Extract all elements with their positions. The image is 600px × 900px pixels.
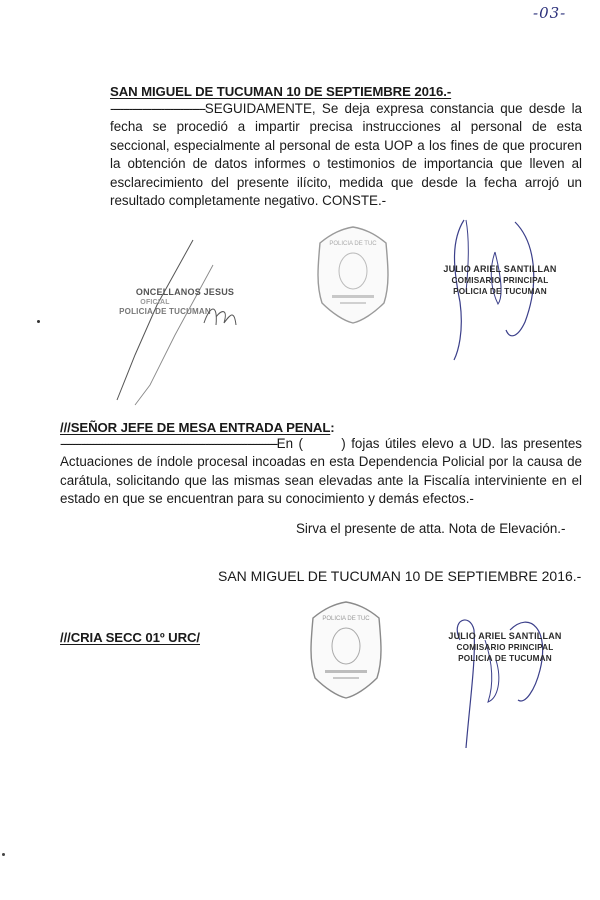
section2-heading-text: ///SEÑOR JEFE DE MESA ENTRADA PENAL <box>60 420 331 435</box>
police-seal-icon-2 <box>305 600 387 700</box>
section2-dashes: ------------------------------------------------------------------------ <box>60 436 277 451</box>
section3-date-line: SAN MIGUEL DE TUCUMAN 10 DE SEPTIEMBRE 2016.- <box>218 568 582 584</box>
section2-heading <box>60 420 335 435</box>
section2-closing: Sirva el presente de atta. Nota de Elevación.- <box>296 521 566 536</box>
section1-dashes: ------------------------------ <box>110 101 205 116</box>
signature-scribble-left <box>95 235 205 405</box>
right-stamp-name: JULIO ARIEL SANTILLAN <box>443 264 557 274</box>
right-stamp-2-rank: COMISARIO PRINCIPAL <box>456 643 554 652</box>
section1-lead: SEGUIDAMENTE, <box>204 101 316 116</box>
left-stamp-name: ONCELLANOS JESUS <box>135 287 235 297</box>
section2-heading-colon: : <box>330 420 335 435</box>
police-seal-icon <box>312 225 394 325</box>
section1-body: Se deja expresa constancia que desde la fecha se procedió a impartir precisa instrucciones al personal de esta seccional, especialmente al personal de esta UOP a los fines de que procuren la obtención de datos informes o testimonios de importancia que lleven al esclarecimiento del presente ilícito, medida que desde la fecha arrojó un resultado completamente negativo. CONSTE.- <box>110 101 582 209</box>
section1-paragraph <box>110 100 582 210</box>
section2-body: En ( ) fojas útiles elevo a UD. las presentes Actuaciones de índole procesal incoadas en esta Dependencia Policial por la causa de carátula, solicitando que las mismas sean elevadas ante la Fiscalía interviniente en el estado en que se encuentran para su conocimiento y demás efectos.- <box>60 436 586 507</box>
right-stamp-rank: COMISARIO PRINCIPAL <box>451 276 549 285</box>
scan-speck <box>37 320 40 323</box>
right-stamp-2-org: POLICIA DE TUCUMAN <box>458 654 552 663</box>
right-stamp-org: POLICIA DE TUCUMAN <box>453 287 547 296</box>
left-stamp-rank: OFICIAL <box>140 299 170 306</box>
svg-text:POLICIA DE TUC: POLICIA DE TUC <box>329 241 377 247</box>
svg-text:POLICIA DE TUC: POLICIA DE TUC <box>322 616 370 622</box>
left-stamp-org: POLICIA DE TUCUMAN <box>119 307 211 316</box>
section2-paragraph <box>60 435 586 509</box>
section1-heading: SAN MIGUEL DE TUCUMAN 10 DE SEPTIEMBRE 2016.- <box>110 84 452 99</box>
scan-speck-2 <box>2 853 5 856</box>
initials-scribble <box>200 295 240 335</box>
section3-recipient: ///CRIA SECC 01º URC/ <box>60 630 200 645</box>
page-number: -03- <box>533 4 567 22</box>
right-stamp-2-name: JULIO ARIEL SANTILLAN <box>448 631 562 641</box>
